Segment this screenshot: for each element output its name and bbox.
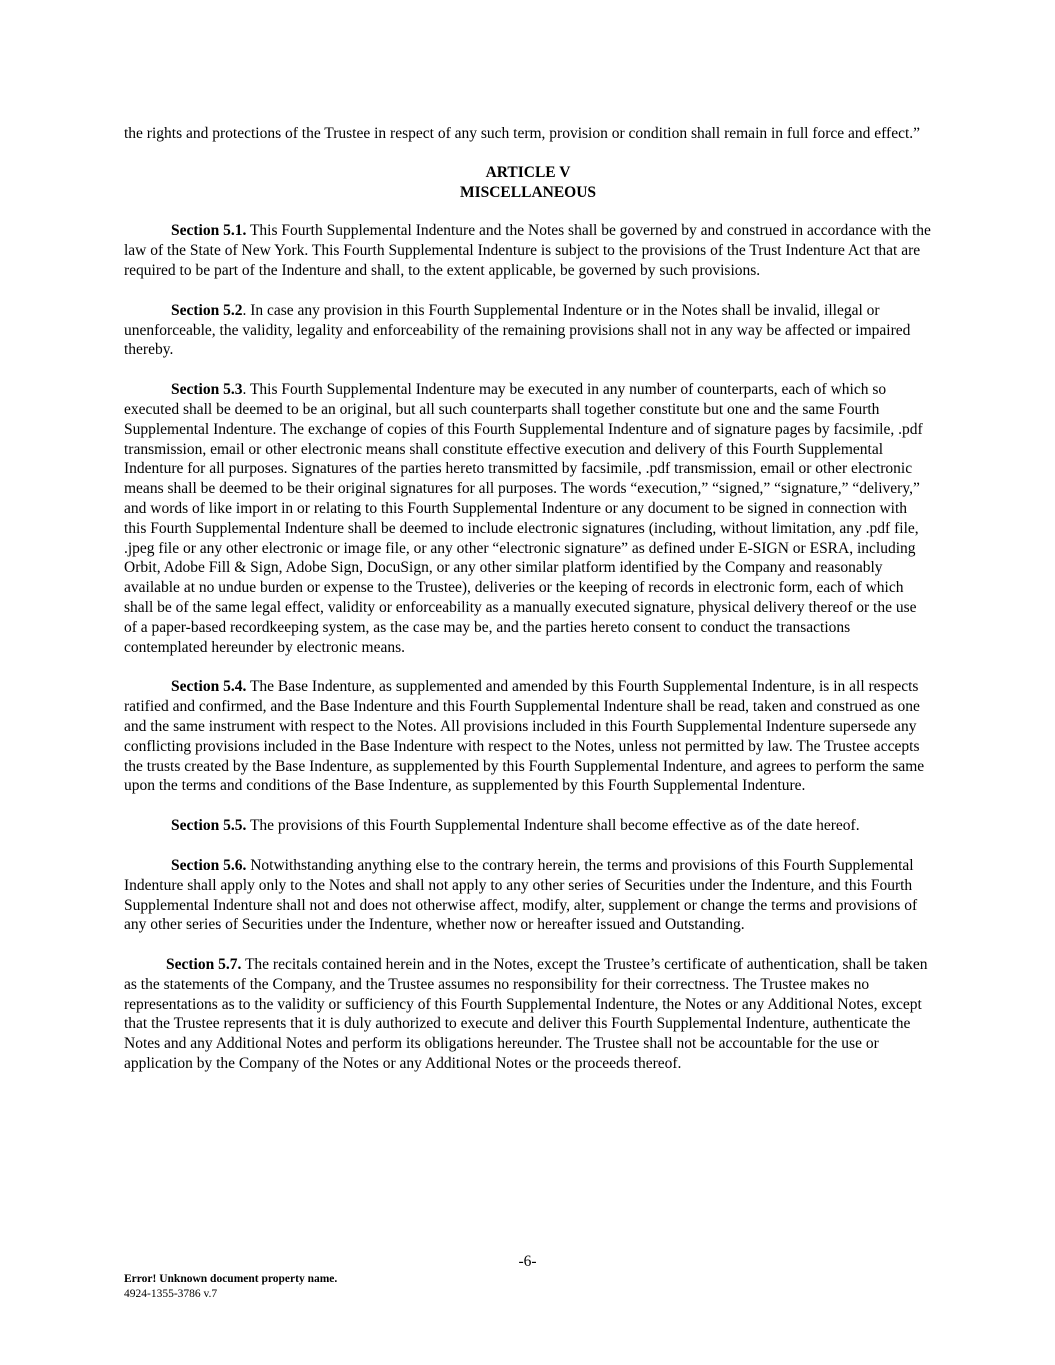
article-number: ARTICLE V [485,163,571,181]
section-5-4 [124,677,932,796]
section-text: The Base Indenture, as supplemented and amended by this Fourth Supplemental Indenture, is in all respects ratified and confirmed, and the Base Indenture and this Fourth Supplemental Indenture shall be read, taken and construed as one and the same instrument with respect to the Notes. All provisions included in this Fourth Supplemental Indenture supersede any conflicting provisions included in the Base Indenture with respect to the Notes, unless not permitted by law. The Trustee accepts the trusts created by the Base Indenture, as supplemented by this Fourth Supplemental Indenture, and agrees to perform the same upon the terms and conditions of the Base Indenture, as supplemented by this Fourth Supplemental Indenture. [124,678,925,795]
section-label: Section 5.6. [171,856,247,874]
section-label: Section 5.1. [171,222,247,240]
document-footer [124,1272,337,1302]
section-label: Section 5.5. [171,817,247,835]
section-text: Notwithstanding anything else to the contrary herein, the terms and provisions of this Fourth Supplemental Indenture shall apply only to the Notes and shall not apply to any other series of Securities under the Indenture, and this Fourth Supplemental Indenture shall not and does not otherwise affect, modify, alter, supplement or change the terms and provisions of any other series of Securities under the Indenture, whether now or hereafter issued and Outstanding. [124,856,918,934]
footer-error-text: Error! Unknown document property name. [124,1273,338,1285]
section-5-5 [124,816,932,836]
section-text: The provisions of this Fourth Supplemental Indenture shall become effective as of the date hereof. [246,817,860,835]
section-5-3 [124,380,932,657]
section-text: . In case any provision in this Fourth Supplemental Indenture or in the Notes shall be invalid, illegal or unenforceable, the validity, legality and enforceability of the remaining provisions shall not in any way be affected or impaired thereby. [124,301,911,359]
article-heading [124,163,932,203]
document-page [124,124,932,1074]
section-5-1 [124,221,932,280]
section-text: The recitals contained herein and in the Notes, except the Trustee’s certificate of authentication, shall be taken as the statements of the Company, and the Trustee assumes no responsibility for their correctness. The Trustee makes no representations as to the validity or sufficiency of this Fourth Supplemental Indenture, the Notes or any Additional Notes, except that the Trustee represents that it is duly authorized to execute and deliver this Fourth Supplemental Indenture, authenticate the Notes and any Additional Notes and perform its obligations hereunder. The Trustee shall not be accountable for the use or application by the Company of the Notes or any Additional Notes or the proceeds thereof. [124,956,928,1073]
section-5-7 [124,955,932,1074]
section-text: This Fourth Supplemental Indenture and the Notes shall be governed by and construed in accordance with the law of the State of New York. This Fourth Supplemental Indenture is subject to the provisions of the Trust Indenture Act that are required to be part of the Indenture and shall, to the extent applicable, be governed by such provisions. [124,222,931,279]
section-label: Section 5.2 [171,301,243,319]
page-number: -6- [518,1253,537,1270]
footer-doc-id: 4924-1355-3786 v.7 [124,1288,218,1300]
section-label: Section 5.4. [171,678,247,696]
intro-paragraph: the rights and protections of the Trustee in respect of any such term, provision or condition shall remain in full force and effect.” [124,125,921,142]
section-5-2 [124,301,932,360]
section-label: Section 5.3 [171,381,243,399]
section-5-6 [124,856,932,935]
section-text: . This Fourth Supplemental Indenture may be executed in any number of counterparts, each of which so executed shall be deemed to be an original, but all such counterparts shall together constitute but one and the same Fourth Supplemental Indenture. The exchange of copies of this Fourth Supplemental Indenture and of signature pages by facsimile, .pdf transmission, email or other electronic means shall constitute effective execution and delivery of this Fourth Supplemental Indenture for all purposes. Signatures of the parties hereto transmitted by facsimile, .pdf transmission, email or other electronic means shall be deemed to be their original signatures for all purposes. The words “execution,” “signed,” “signature,” “delivery,” and words of like import in or relating to this Fourth Supplemental Indenture or any document to be signed in connection with this Fourth Supplemental Indenture shall be deemed to include electronic signatures (including, without limitation, any .pdf file, .jpeg file or any other electronic or image file, or any other “electronic signature” as defined under E-SIGN or ESRA, including Orbit, Adobe Fill & Sign, Adobe Sign, DocuSign, or any other similar platform identified by the Company and reasonably available at no undue burden or expense to the Trustee), deliveries or the keeping of records in electronic form, each of which shall be of the same legal effect, validity or enforceability as a manually executed signature, physical delivery thereof or the use of a paper-based recordkeeping system, as the case may be, and the parties hereto consent to conduct the transactions contemplated hereunder by electronic means. [124,381,923,656]
section-label: Section 5.7. [166,956,242,974]
article-title: MISCELLANEOUS [459,183,597,201]
